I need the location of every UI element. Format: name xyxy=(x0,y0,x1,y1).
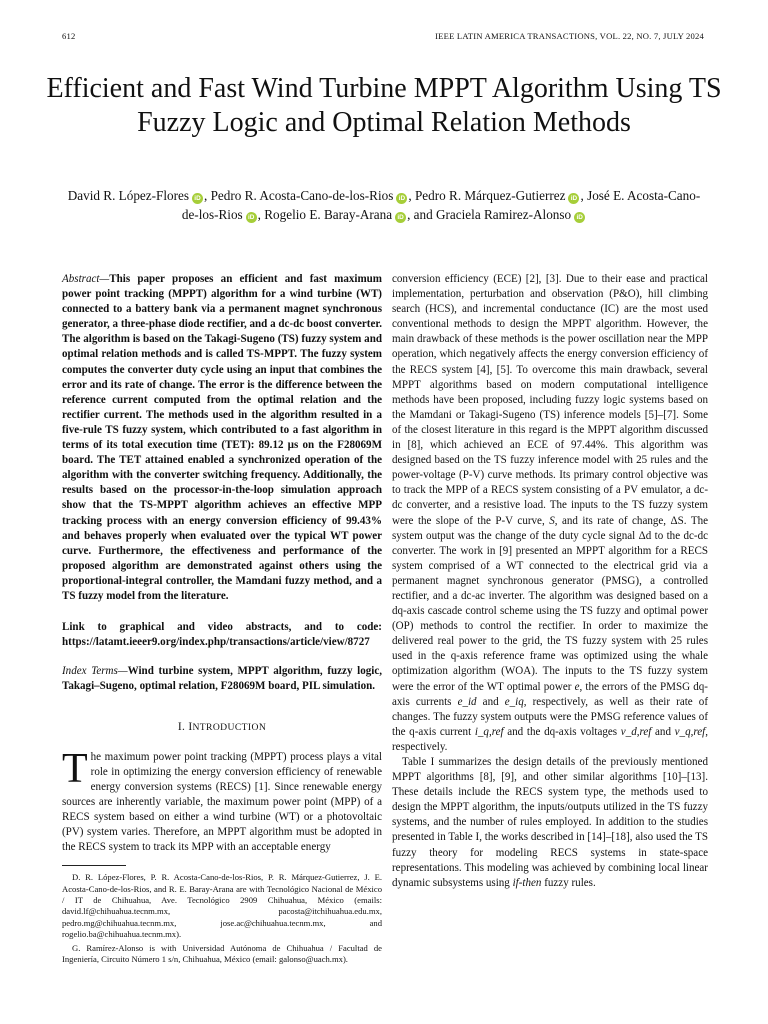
author-name: Rogelio E. Baray-Arana xyxy=(264,207,393,222)
math-symbol: v_q,ref xyxy=(674,725,706,738)
orcid-icon[interactable]: iD xyxy=(192,193,203,204)
orcid-icon[interactable]: iD xyxy=(395,212,406,223)
math-symbol: v_d,ref xyxy=(620,725,652,738)
orcid-icon[interactable]: iD xyxy=(396,193,407,204)
emphasis-text: if-then xyxy=(512,876,542,889)
abstract xyxy=(62,272,382,604)
footnote-affiliation: G. Ramírez-Alonso is with Universidad Autónoma de Chihuahua / Facultad de Ingeniería, Circuito Número 1 s/n, Chihuahua, México (email: galonso@uach.mx). xyxy=(62,942,382,965)
section-heading: I. INTRODUCTION xyxy=(177,721,267,734)
orcid-icon[interactable]: iD xyxy=(568,193,579,204)
journal-header: IEEE LATIN AMERICA TRANSACTIONS, VOL. 22, NO. 7, JULY 2024 xyxy=(435,31,704,41)
author-name: Graciela Ramirez-Alonso xyxy=(436,207,572,222)
orcid-icon[interactable]: iD xyxy=(574,212,585,223)
drop-cap: T xyxy=(62,745,88,792)
abstract-link[interactable]: Link to graphical and video abstracts, and to code: https://latamt.ieeer9.org/index.php/transactions/article/view/8727 xyxy=(62,621,382,649)
body-paragraph: conversion efficiency (ECE) [2], [3]. Due to their ease and practical implementation, perturbation and observation (P&O), hill climbing search (HCS), and incremental conductance (IC) are the most used conventional methods to design the MPPT algorithm. However, the main drawback of these methods is the power oscillation near the MPP operation, which negatively affects the energy conversion efficiency of the RECS system [4], [5]. To overcome this main drawback, several MPPT algorithms based on modern computational intelligence methods have been proposed, including fuzzy logic systems based on the Mamdani or Takagi-Sugeno (TS) inference models [5]–[7]. Some of the closest literature in this regard is the MPPT algorithm discussed in [8], which achieved an ECE of 97.44%. This algorithm was designed based on the TS fuzzy inference model with 25 rules and the power-voltage (P-V) curve methods. Its primary control objective was to track the MPP of a RECS system consisting of a PV emulator, a dc-dc converter, and a resistive load. The inputs to the TS fuzzy system were the slope of the P-V curve, S, and its rate of change, ΔS. The system output was the change of the duty cycle signal Δd to the dc-dc converter. The work in [9] presented an MPPT algorithm for a RECS system comprised of a WT connected to the electrical grid via a permanent magnet synchronous generator (PMSG), a controlled rectifier, and a dc-ac inverter. The algorithm was designed based on a dq-axis cascade control scheme using the TS fuzzy and optimal power (OP) methods to control the rectifier. In order to maximize the delivered real power to the grid, the TS fuzzy system with 25 rules used in the q-axis reference frame was optimized using the whale optimization algorithm (WOA). The inputs to the TS fuzzy system were the error of the WT optimal power e, the errors of the PMSG dq-axis currents e_id and e_iq, respectively, as well as their rate of changes. The fuzzy system outputs were the PMSG reference values of the q-axis current i_q,ref and the dq-axis voltages v_d,ref and v_q,ref, respectively. xyxy=(392,273,708,753)
index-terms-text: Wind turbine system, MPPT algorithm, fuzzy logic, Takagi–Sugeno, optimal relation, F28069M board, PIL simulation. xyxy=(62,665,382,693)
math-symbol: e xyxy=(574,680,580,693)
author-name: José E. Acosta-Cano-de-los-Rios xyxy=(181,188,701,222)
math-symbol: S xyxy=(549,514,555,527)
index-terms xyxy=(62,664,382,694)
page-number: 612 xyxy=(62,31,76,41)
abstract-label: Abstract— xyxy=(62,273,110,285)
math-symbol: Δd xyxy=(638,529,652,542)
paper-title: Efficient and Fast Wind Turbine MPPT Algorithm Using TS Fuzzy Logic and Optimal Relation Methods xyxy=(46,73,722,138)
right-column xyxy=(392,272,708,891)
author-name: Pedro R. Márquez-Gutierrez xyxy=(414,188,566,203)
math-symbol: e_id xyxy=(457,695,477,708)
author-separator: , xyxy=(408,188,415,203)
math-symbol: e_iq xyxy=(504,695,524,708)
body-paragraph: Table I summarizes the design details of the previously mentioned MPPT algorithms [8], [9], and other similar algorithms [10]–[13]. These details include the RECS system type, the methods used to design the MPPT algorithm, the inputs/outputs utilized in the TS fuzzy systems, and the number of rules employed. In addition to the studies presented in Table I, the works described in [14]–[18], also used the TS fuzzy theory for modeling RECS systems in state-space representations. This modeling was achieved by combining local linear dynamic subsystems using if-then fuzzy rules. xyxy=(392,756,708,889)
intro-paragraph xyxy=(62,745,382,856)
index-terms-label: Index Terms— xyxy=(62,665,128,678)
running-header xyxy=(62,31,704,45)
intro-text: he maximum power point tracking (MPPT) process plays a vital role in optimizing the energy conversion efficiency of renewable energy conversion systems (RECS) [1]. Since renewable energy sources are inherently variable, the maximum power point (MPP) of a RECS system based on either a wind turbine (WT) or a photovoltaic (PV) system varies. Therefore, an MPPT algorithm must be adopted in the RECS system to track its MPP with an acceptable energy xyxy=(62,750,382,854)
author-separator: , xyxy=(204,188,211,203)
author-name: David R. López-Flores xyxy=(67,188,189,203)
author-name: Pedro R. Acosta-Cano-de-los-Rios xyxy=(210,188,394,203)
math-symbol: ΔS xyxy=(670,514,684,527)
author-separator: , xyxy=(257,207,265,222)
abstract-text: This paper proposes an efficient and fast maximum power point tracking (MPPT) algorithm for a wind turbine (WT) connected to a battery bank via a permanent magnet synchronous generator, a three-phase diode rectifier, and a dc-dc boost converter. The algorithm is based on the Takagi-Sugeno (TS) fuzzy system and optimal relation methods and is called TS-MPPT. The fuzzy system computes the converter duty cycle using an input that combines the error and its rate of change. The error is the difference between the reference current computed from the optimal relation and the rectifier current. The methods used in the algorithm resulted in a five-rule TS fuzzy system, which contributed to a fast algorithm in terms of its total execution time (TET): 89.12 µs on the F28069M board. The TET attained enabled a synchronized operation of the algorithm with the converter switching frequency. Additionally, the results based on the processor-in-the-loop simulation approach show that the TS-MPPT algorithm achieves an effective MPP tracking process with an energy conversion efficiency of 99.43% and behaves properly when evaluated over the typical WT power curve. Furthermore, the effectiveness and performance of the proposed algorithm are demonstrated against others using the proportional-integral controller, the Mamdani fuzzy method, and a TS fuzzy model from the literature. xyxy=(62,273,382,602)
math-symbol: i_q,ref xyxy=(474,725,504,738)
author-list xyxy=(60,186,708,224)
orcid-icon[interactable]: iD xyxy=(246,212,257,223)
author-separator: , and xyxy=(407,207,437,222)
author-separator: , xyxy=(580,188,588,203)
footnote-divider xyxy=(62,865,126,866)
left-column xyxy=(62,272,382,965)
footnote-affiliation: D. R. López-Flores, P. R. Acosta-Cano-de-los-Rios, P. R. Márquez-Gutierrez, J. E. Acosta-Cano-de-los-Rios, and R. E. Baray-Arana are with Tecnológico Nacional de México / IT de Chihuahua, Ave. Tecnológico 2909 Chihuahua, México (emails: david.lf@chihuahua.tecnm.mx, pacosta@itchihuahua.edu.mx, pedro.mg@chihuahua.tecnm.mx, jose.ac@chihuahua.tecnm.mx, and rogelio.ba@chihuahua.tecnm.mx). xyxy=(62,872,382,940)
